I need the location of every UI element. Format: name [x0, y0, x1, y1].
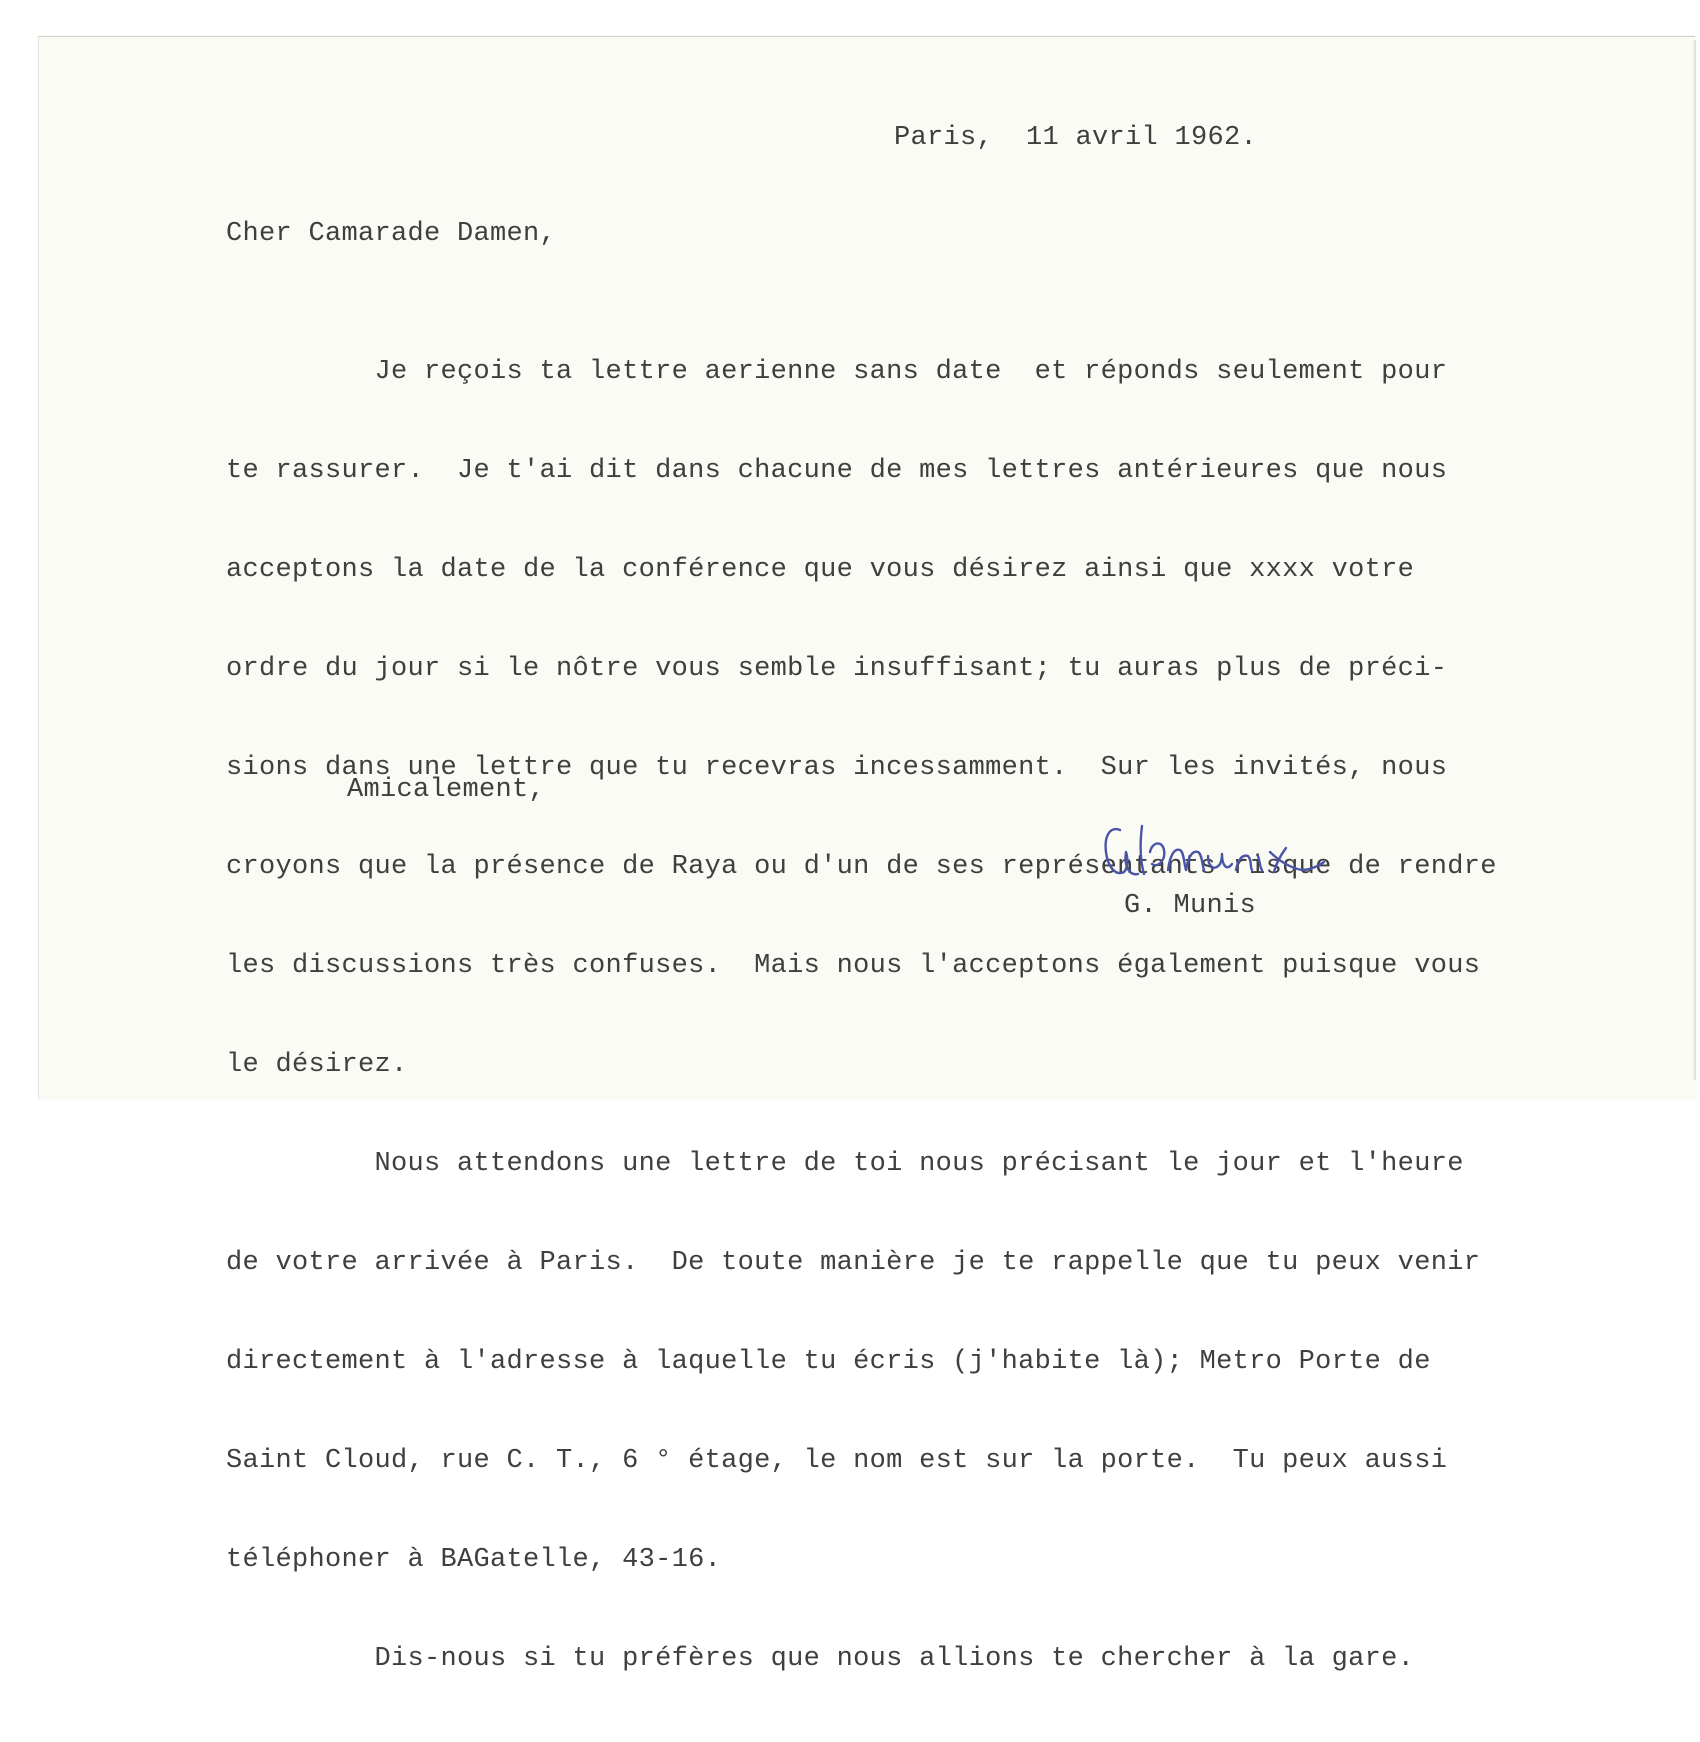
body-line: ordre du jour si le nôtre vous semble insuffisant; tu auras plus de préci- — [226, 654, 1448, 684]
body-line: Saint Cloud, rue C. T., 6 ° étage, le nom est sur la porte. Tu peux aussi — [226, 1446, 1448, 1476]
letter-greeting: Cher Camarade Damen, — [226, 219, 557, 249]
body-line: sions dans une lettre que tu recevras incessamment. Sur les invités, nous — [226, 753, 1448, 783]
body-line: acceptons la date de la conférence que vous désirez ainsi que xxxx votre — [226, 555, 1415, 585]
body-line: téléphoner à BAGatelle, 43-16. — [226, 1545, 722, 1575]
body-line: de votre arrivée à Paris. De toute manière je te rappelle que tu peux venir — [226, 1248, 1481, 1278]
body-line: te rassurer. Je t'ai dit dans chacune de mes lettres antérieures que nous — [226, 456, 1448, 486]
body-line: Dis-nous si tu préfères que nous allions te chercher à la gare. — [226, 1644, 1415, 1674]
signed-name: G. Munis — [1124, 891, 1257, 921]
letter-date: Paris, 11 avril 1962. — [894, 123, 1258, 153]
letter-closing: Amicalement, — [347, 775, 546, 805]
body-line: Je reçois ta lettre aerienne sans date et réponds seulement pour — [226, 357, 1448, 387]
body-line: les discussions très confuses. Mais nous l'acceptons également puisque vous — [226, 951, 1481, 981]
body-line: Nous attendons une lettre de toi nous précisant le jour et l'heure — [226, 1149, 1464, 1179]
handwritten-signature — [1098, 812, 1330, 898]
body-line: le désirez. — [226, 1050, 408, 1080]
letter-body — [226, 290, 1497, 1742]
body-line: croyons que la présence de Raya ou d'un de ses représentants risque de rendre — [226, 852, 1497, 882]
body-line: directement à l'adresse à laquelle tu écris (j'habite là); Metro Porte de — [226, 1347, 1431, 1377]
paper-edge-shadow — [1693, 40, 1696, 1080]
